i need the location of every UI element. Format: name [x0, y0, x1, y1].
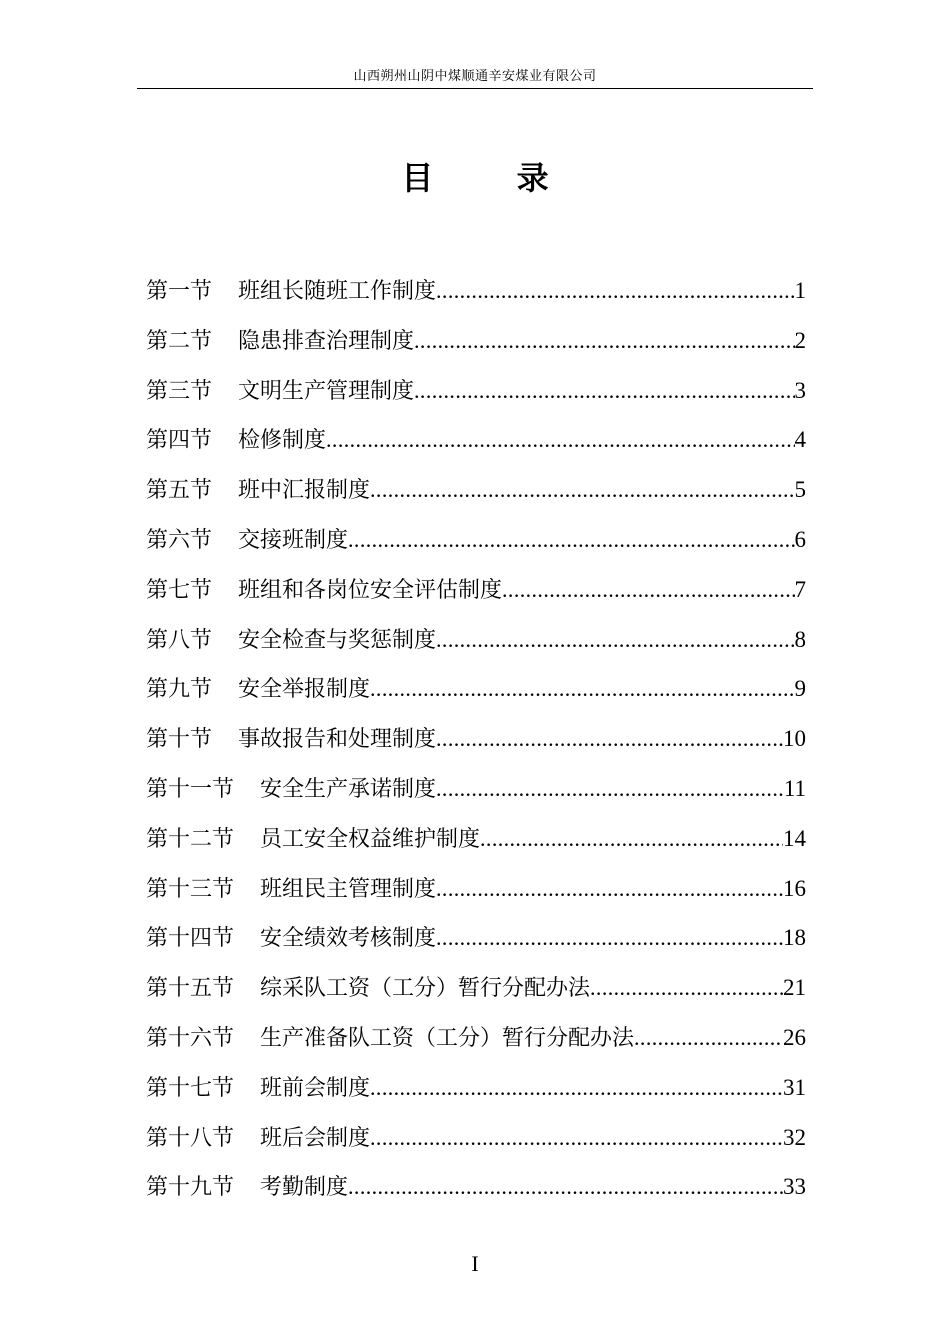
toc-section-title: 安全检查与奖惩制度	[238, 627, 437, 653]
toc-dot-leader	[436, 764, 784, 814]
table-of-contents	[146, 266, 806, 1212]
toc-dot-leader	[590, 963, 783, 1013]
toc-page-number: 9	[794, 676, 806, 702]
toc-section-number: 第十四节	[146, 926, 235, 952]
toc-section-title: 班组和各岗位安全评估制度	[238, 577, 503, 603]
toc-dot-leader	[326, 415, 794, 465]
toc-entry[interactable]	[146, 266, 806, 316]
toc-section-number: 第二节	[146, 328, 213, 354]
toc-page-number: 31	[783, 1074, 806, 1100]
toc-section-number: 第十八节	[146, 1125, 235, 1151]
toc-section-title: 安全举报制度	[238, 677, 371, 703]
toc-section-title: 班后会制度	[260, 1125, 371, 1151]
toc-dot-leader	[370, 1113, 783, 1163]
toc-entry[interactable]	[146, 366, 806, 416]
toc-section-title: 员工安全权益维护制度	[260, 826, 481, 852]
toc-dot-leader	[370, 1063, 783, 1113]
toc-page-number: 14	[783, 825, 806, 851]
toc-page-number: 8	[794, 626, 806, 652]
toc-section-number: 第八节	[146, 627, 213, 653]
toc-dot-leader	[480, 814, 783, 864]
toc-section-title: 班组长随班工作制度	[238, 279, 437, 304]
toc-section-title: 检修制度	[238, 428, 327, 454]
toc-entry[interactable]	[146, 465, 806, 515]
toc-section-title: 文明生产管理制度	[238, 378, 415, 404]
page-header	[137, 66, 813, 89]
toc-dot-leader	[502, 565, 794, 615]
toc-section-title: 安全绩效考核制度	[260, 926, 437, 952]
toc-entry[interactable]	[146, 565, 806, 615]
toc-entry[interactable]	[146, 316, 806, 366]
toc-section-title: 班组民主管理制度	[260, 876, 437, 902]
toc-dot-leader	[370, 664, 794, 714]
toc-dot-leader	[436, 864, 783, 914]
toc-entry[interactable]	[146, 764, 806, 814]
toc-section-number: 第五节	[146, 478, 213, 504]
toc-section-title: 综采队工资（工分）暂行分配办法	[260, 976, 591, 1002]
toc-section-title: 生产准备队工资（工分）暂行分配办法	[260, 1025, 635, 1051]
toc-dot-leader	[436, 615, 794, 665]
toc-section-number: 第十九节	[146, 1175, 235, 1201]
toc-entry[interactable]	[146, 415, 806, 465]
toc-section-number: 第一节	[146, 279, 213, 304]
toc-page-number: 11	[783, 775, 806, 801]
toc-section-number: 第十二节	[146, 826, 235, 852]
toc-entry[interactable]	[146, 814, 806, 864]
toc-page-number: 1	[794, 278, 806, 303]
toc-section-title: 事故报告和处理制度	[238, 727, 437, 753]
page-number: I	[471, 1251, 479, 1276]
toc-entry[interactable]	[146, 864, 806, 914]
toc-dot-leader	[414, 316, 794, 366]
toc-section-number: 第十七节	[146, 1075, 235, 1101]
toc-page-number: 16	[783, 875, 806, 901]
toc-entry[interactable]	[146, 1162, 806, 1212]
toc-section-number: 第十三节	[146, 876, 235, 902]
toc-section-number: 第十五节	[146, 976, 235, 1002]
toc-entry[interactable]	[146, 963, 806, 1013]
toc-section-number: 第十六节	[146, 1025, 235, 1051]
toc-dot-leader	[436, 714, 783, 764]
toc-page-number: 21	[783, 975, 806, 1001]
toc-dot-leader	[634, 1013, 783, 1063]
toc-section-title: 隐患排查治理制度	[238, 328, 415, 354]
toc-page-number: 33	[783, 1174, 806, 1200]
toc-page-number: 3	[794, 377, 806, 403]
toc-page-number: 10	[783, 726, 806, 752]
toc-page-number: 7	[794, 576, 806, 602]
toc-entry[interactable]	[146, 1113, 806, 1163]
company-name: 山西朔州山阴中煤顺通辛安煤业有限公司	[353, 69, 597, 84]
toc-section-number: 第六节	[146, 527, 213, 553]
toc-dot-leader	[370, 465, 794, 515]
toc-dot-leader	[414, 366, 794, 416]
toc-section-title: 考勤制度	[260, 1175, 349, 1201]
toc-section-number: 第九节	[146, 677, 213, 703]
toc-dot-leader	[436, 266, 794, 316]
toc-entry[interactable]	[146, 913, 806, 963]
toc-entry[interactable]	[146, 515, 806, 565]
toc-entry[interactable]	[146, 664, 806, 714]
page-title: 目 录	[401, 159, 585, 197]
toc-dot-leader	[348, 1162, 783, 1212]
toc-section-number: 第十节	[146, 727, 213, 753]
toc-page-number: 4	[794, 427, 806, 453]
toc-dot-leader	[436, 913, 783, 963]
toc-dot-leader	[348, 515, 794, 565]
toc-entry[interactable]	[146, 1063, 806, 1113]
toc-entry[interactable]	[146, 1013, 806, 1063]
toc-section-title: 交接班制度	[238, 527, 349, 553]
toc-section-number: 第七节	[146, 577, 213, 603]
toc-page-number: 5	[794, 477, 806, 503]
toc-section-title: 班中汇报制度	[238, 478, 371, 504]
toc-page-number: 26	[783, 1024, 806, 1050]
toc-entry[interactable]	[146, 615, 806, 665]
toc-section-number: 第三节	[146, 378, 213, 404]
toc-section-title: 班前会制度	[260, 1075, 371, 1101]
toc-page-number: 6	[794, 526, 806, 552]
toc-section-title: 安全生产承诺制度	[260, 776, 437, 802]
toc-page-number: 32	[783, 1124, 806, 1150]
toc-page-number: 2	[794, 327, 806, 353]
toc-entry[interactable]	[146, 714, 806, 764]
toc-page-number: 18	[783, 925, 806, 951]
toc-section-number: 第十一节	[146, 776, 235, 802]
toc-section-number: 第四节	[146, 428, 213, 454]
